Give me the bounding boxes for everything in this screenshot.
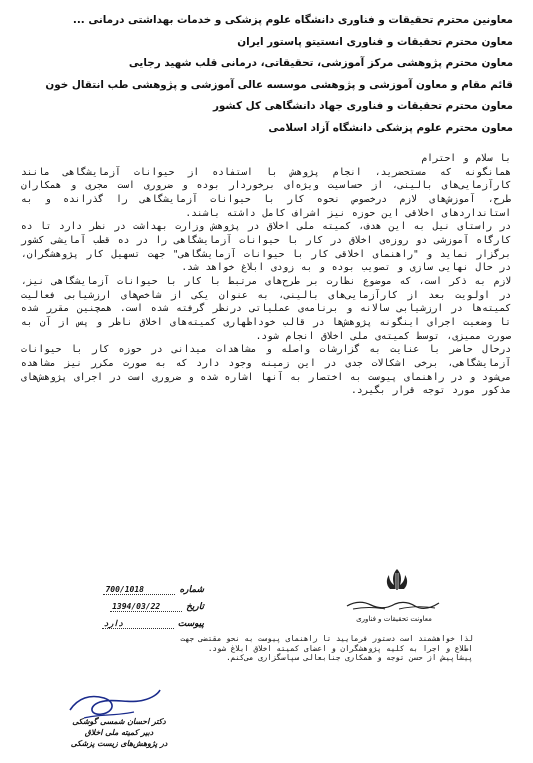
recipient-line: معاون محترم علوم پزشکی دانشگاه آزاد اسلامی — [268, 121, 513, 134]
ref-attachment-row — [74, 612, 204, 629]
ref-number-value: 700/1018 — [103, 585, 175, 595]
body-paragraph: درحال حاضر با عنایت به گزارشات واصله و مشاهدات میدانی در حوزه کار با حیوانات آزمایشگاهی، برخی اشکالات جدی در این زمینه وجود دارد که به صورت مکرر نیز مشاهده می‌شود و در راهنمای پیوست به اختصار به آنها اشاره شده و ضروری است در اجرای پژوهش‌های مذکور مورد توجه قرار بگیرد. — [21, 344, 511, 397]
body-paragraph: همانگونه که مستحضرید، انجام پژوهش با استفاده از حیوانات آزمایشگاهی مانند کارآزمایی‌های بالینی، از حساسیت ویژه‌ای برخوردار بوده و ضروری است مجری و همکاران طرح، آموزش‌های لازم درخصوص نحوه کار با حیوانات آزمایشگاهی را گذرانده و به استانداردهای اخلاقی این حوزه نیز اشراف کامل داشته باشند. — [21, 166, 511, 219]
ministry-letterhead — [339, 596, 449, 624]
signer-title: در پژوهش‌های زیست پزشکی — [70, 739, 168, 748]
recipient-line: معاون محترم تحقیقات و فناوری جهاد دانشگاهی کل کشور — [212, 100, 513, 112]
ref-date-row — [74, 595, 204, 612]
greeting: با سلام و احترام — [421, 153, 511, 164]
closing-text — [53, 634, 473, 663]
signer-block — [64, 716, 174, 749]
closing-line: پیشاپیش از حسن توجه و همکاری جنابعالی سپاسگزاری می‌کنم. — [226, 653, 473, 663]
ministry-calligraphy-icon — [339, 596, 449, 612]
iran-emblem-icon — [379, 567, 415, 593]
letter-body — [21, 152, 511, 398]
ref-number-row — [74, 578, 204, 595]
ref-attachment-value: دارد — [102, 619, 174, 629]
recipient-line: معاون محترم تحقیقات و فناوری انستیتو پاستور ایران — [237, 35, 513, 48]
ministry-deputy-line: معاونت تحقیقات و فناوری — [356, 615, 432, 623]
reference-block — [74, 578, 204, 629]
body-paragraph: در راستای نیل به این هدف، کمیته ملی اخلاق در پژوهش وزارت بهداشت در نظر دارد تا ده کارگاه آموزشی دو روزه‌ی اخلاق در کار با حیوانات آزمایشگاهی را در ده قطب آمایشی کشور برگزار نماید و "راهنمای اخلاقی کار با حیوانات آزمایشگاهی" جهت تسهیل کار پژوهشگران، در حال نهایی سازی و تصویب بوده و به زودی ابلاغ خواهد شد. — [21, 221, 511, 274]
closing-line: لذا خواهشمند است دستور فرمایید تا راهنمای پیوست به نحو مقتضی جهت — [180, 634, 473, 643]
ref-number-label: شماره — [179, 585, 204, 595]
recipients-list — [13, 10, 513, 139]
closing-line: اطلاع و اجرا به کلیه پژوهشگران و اعضای کمیته اخلاق ابلاغ شود. — [207, 643, 473, 653]
ref-date-label: تاریخ — [186, 602, 204, 612]
recipient-line: معاونین محترم تحقیقات و فناوری دانشگاه علوم پزشکی و خدمات بهداشتی درمانی ... — [72, 14, 513, 26]
signer-title: دبیر کمیته ملی اخلاق — [84, 728, 154, 737]
body-paragraph: لازم به ذکر است، که موضوع نظارت بر طرح‌های مرتبط با کار با حیوانات آزمایشگاهی نیز، در اولویت بعد از کارآزمایی‌های بالینی، به عنوان یکی از شاخص‌های ارزشیابی فعالیت کمیته‌ها در ارزشیابی سالانه و برنامه‌ی عملیاتی درنظر گرفته شده است. همچنین مقرر شده تا وضعیت اجرای اینگونه پژوهش‌ها در قالب خوداظهاری کمیته‌های اخلاق ناظر و پس از آن به صورت ممیزی، توسط کمیته‌ی ملی اخلاق انجام شود. — [21, 275, 511, 342]
recipient-line: قائم مقام و معاون آموزشی و پژوهشی موسسه عالی آموزشی و پژوهشی طب انتقال خون — [45, 78, 513, 91]
ref-date-value: 1394/03/22 — [110, 602, 182, 612]
ref-attachment-label: پیوست — [177, 619, 204, 629]
recipient-line: معاون محترم پژوهشی مرکز آموزشی، تحقیقاتی، درمانی قلب شهید رجایی — [128, 57, 513, 69]
signer-name: دکتر احسان شمسی گوشکی — [72, 717, 166, 726]
